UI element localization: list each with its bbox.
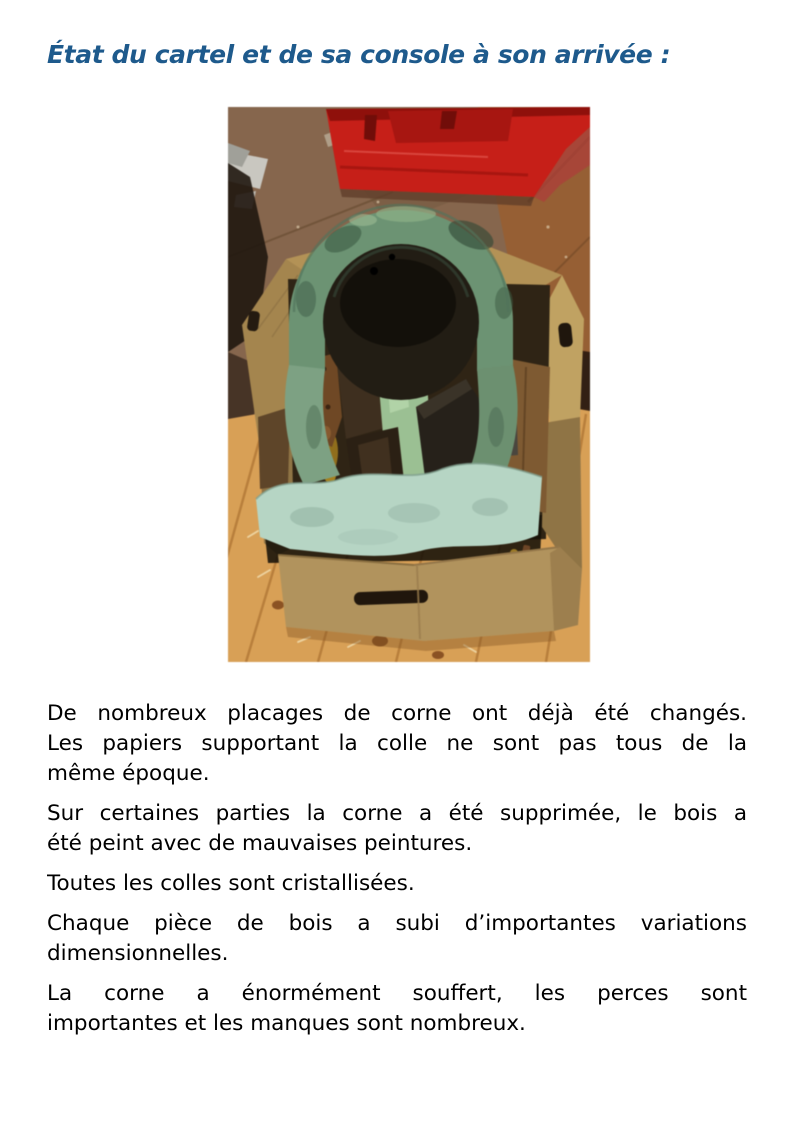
text-line: été peint avec de mauvaises peintures. (47, 831, 473, 856)
paragraph (47, 979, 747, 1039)
text-line: Chaque pièce de bois a subi d’importantes variations (47, 911, 747, 936)
photo-red-crate (326, 107, 590, 206)
paragraph (47, 909, 747, 969)
paragraph (47, 699, 747, 789)
text-line: De nombreux placages de corne ont déjà été changés. (47, 701, 747, 726)
page-title: État du cartel et de sa console à son arrivée : (47, 40, 671, 69)
paragraph (47, 799, 747, 859)
cartel-photo-graphic (228, 107, 590, 662)
photo-cartel-in-box (228, 107, 590, 662)
paragraph (47, 869, 747, 899)
text-line: Les papiers supportant la colle ne sont pas tous de la (47, 731, 747, 756)
text-line: Toutes les colles sont cristallisées. (47, 871, 415, 896)
photo-box-front (278, 547, 582, 651)
text-line: même époque. (47, 761, 210, 786)
text-line: Sur certaines parties la corne a été supprimée, le bois a (47, 801, 747, 826)
body-text (47, 699, 747, 1049)
text-line: importantes et les manques sont nombreux. (47, 1011, 526, 1036)
text-line: dimensionnelles. (47, 941, 229, 966)
text-line: La corne a énormément souffert, les perces sont (47, 981, 747, 1006)
